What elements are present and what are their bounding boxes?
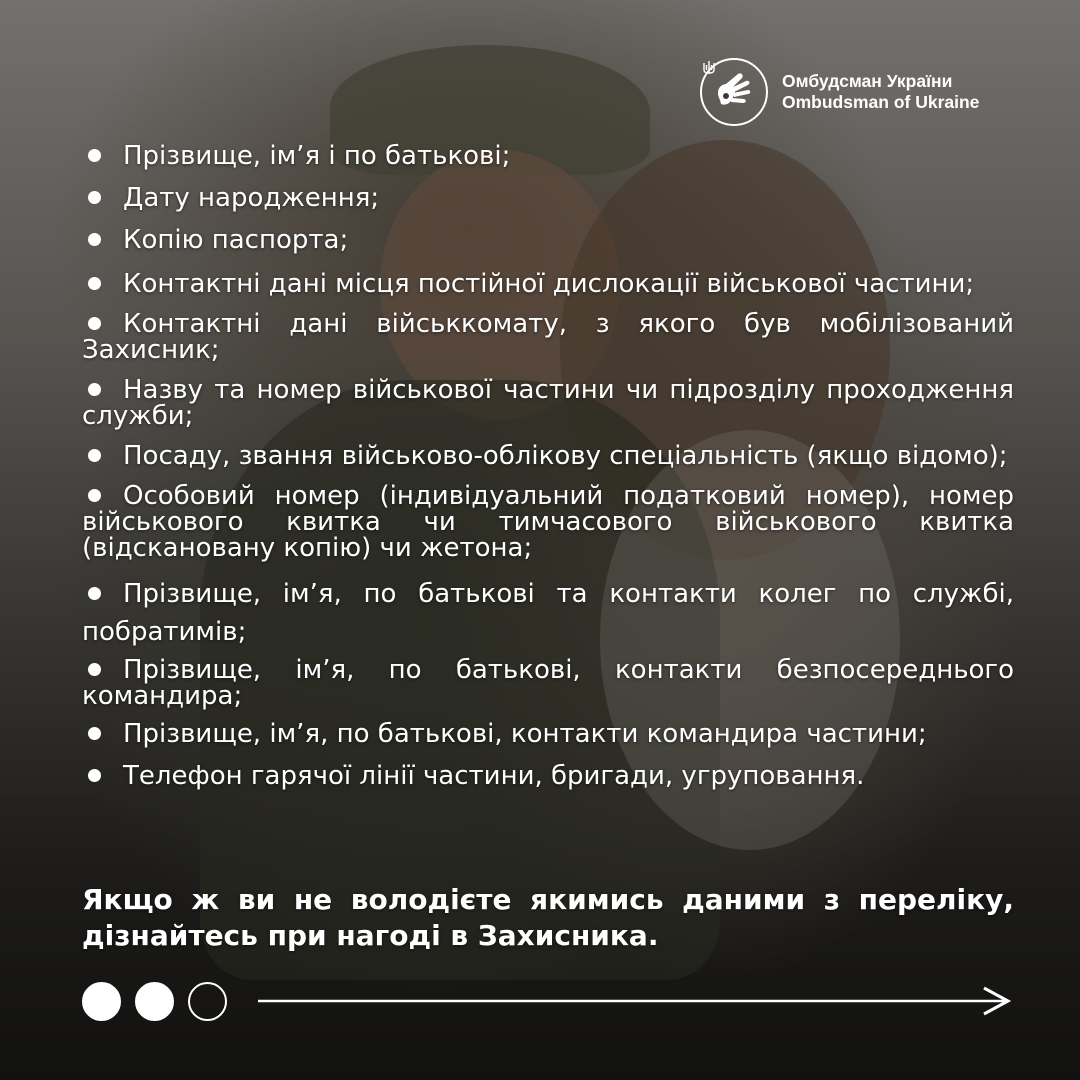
arrow-right-icon[interactable] (258, 984, 1012, 1018)
list-item-text: Контактні дані місця постійної дислокації військової частини; (123, 269, 975, 299)
list-item (82, 575, 1014, 651)
logo-name-english: Ombudsman of Ukraine (782, 92, 980, 112)
list-item-text: Прізвище, ім’я, по батькові, контакти командира частини; (123, 719, 927, 749)
pagination-dot-1[interactable] (82, 982, 121, 1021)
ombudsman-logo (700, 58, 979, 126)
bullet-icon (88, 233, 101, 246)
bullet-icon (88, 449, 101, 462)
list-item-text: Копію паспорта; (123, 225, 349, 255)
list-item (82, 271, 1014, 297)
list-item-text: Прізвище, ім’я, по батькові, контакти безпосереднього командира; (82, 655, 1014, 711)
conclusion-text: Якщо ж ви не володієте якимись даними з переліку, дізнайтесь при нагоді в Захисника. (82, 883, 1014, 952)
list-item-text: Прізвище, ім’я і по батькові; (123, 141, 511, 171)
list-item-text: Дату народження; (123, 183, 380, 213)
hand-in-circle-icon (700, 58, 768, 126)
list-item (82, 141, 1014, 171)
list-item (82, 761, 1014, 791)
bullet-icon (88, 587, 101, 600)
logo-name-ukrainian: Омбудсман України (782, 71, 953, 91)
list-item-text: Особовий номер (індивідуальний податковий номер), номер військового квитка чи тимчасового військового квитка (відскановану копію) чи жетона; (82, 481, 1014, 563)
trident-icon (702, 60, 716, 76)
required-data-list (82, 141, 1014, 807)
list-item (82, 657, 1014, 709)
list-item (82, 719, 1014, 749)
list-item (82, 225, 1014, 255)
pagination-dot-2[interactable] (135, 982, 174, 1021)
bullet-icon (88, 191, 101, 204)
list-item-text: Прізвище, ім’я, по батькові та контакти колег по службі, побратимів; (82, 579, 1014, 647)
bullet-icon (88, 769, 101, 782)
list-item-text: Телефон гарячої лінії частини, бригади, угруповання. (123, 761, 865, 791)
list-item (82, 183, 1014, 213)
list-item-text: Посаду, звання військово-облікову спеціальність (якщо відомо); (123, 441, 1008, 471)
bullet-icon (88, 727, 101, 740)
list-item-text: Контактні дані військкомату, з якого був мобілізований Захисник; (82, 309, 1014, 365)
bullet-icon (88, 317, 101, 330)
bullet-icon (88, 663, 101, 676)
list-item (82, 483, 1014, 561)
bullet-icon (88, 383, 101, 396)
list-item (82, 443, 1014, 469)
bullet-icon (88, 489, 101, 502)
pagination-dots (82, 982, 241, 1021)
bullet-icon (88, 149, 101, 162)
list-item-text: Назву та номер військової частини чи підрозділу проходження служби; (82, 375, 1014, 431)
pagination-dot-3[interactable] (188, 982, 227, 1021)
list-item (82, 311, 1014, 363)
list-item (82, 377, 1014, 429)
bullet-icon (88, 277, 101, 290)
logo-text (782, 71, 979, 113)
